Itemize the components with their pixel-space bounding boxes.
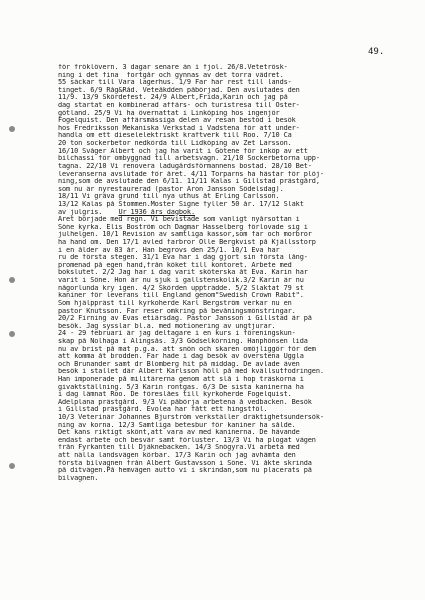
text-line: och Brunander samt dr Blomberg hit på middag. De avlade även (58, 360, 300, 368)
text-line: givaktställning. 5/3 Karin rontgas. 6/3 De sista kaninerna ha (58, 383, 304, 391)
text-line: i dag lämnat Roo. De föreslåes till kyrkoherde Fogelquist. (58, 391, 292, 399)
text-line: 55 säckar till Vara lagerhus. 1/9 Far har rest till lands- (58, 79, 292, 87)
text-line: för fröklövern. 3 dagar senare än i fjol. 26/8.Vetetrösk- (58, 64, 288, 71)
text-line: ning av korna. 12/3 Samtliga betesbur för kaniner ha sålde. (58, 421, 296, 429)
text-line: besök. Jag sysslar bl.a. med motionering av ungtjurar. (58, 322, 276, 330)
text-line: tinget. 6/9 Råg&Råd. Veteåkdden påbörjad. Den avslutades den (58, 86, 300, 94)
text-line: hos Fredriksson Mekaniska Verkstad i Vadstena för att under- (58, 124, 300, 132)
text-line: Ädelplana prästgård. 9/3 Vi påbörja arbetena å vedbacken. Besök (58, 398, 312, 406)
text-line: ha hand om. Den 17/1 avled farbror Olle Bergkvist på Kjällsstorp (58, 239, 316, 247)
text-line: som nu är nyrestaurerad (pastor Aron Jansson Södelsdag). (58, 185, 284, 193)
text-line: julhelgen. 10/1 Revision av samtliga kassor,som far och morbror (58, 231, 312, 239)
text-line: 11/9. 13/9 Skördefest. 24/9 Albert,Frida,Karin och jag på (58, 94, 288, 102)
typewritten-text (58, 64, 424, 483)
text-line: Det kans riktigt skönt,att vara av med kaninerna. De hävande (58, 429, 300, 437)
text-line: 13/12 Kalas på Stommen.Moster Signe fyller 50 år. 17/12 Slakt (58, 200, 304, 208)
text-line: 18/11 Vi gräva grund till nya uthus åt Erling Carlsson. (58, 193, 280, 201)
text-line: bilvagnen. (58, 474, 99, 482)
text-line: att komma åt brodden. Far hade i dag besök av överstena Uggla (58, 353, 304, 361)
text-line: nu av brist på mat p.g.a. att snön och skaren omöjliggör för dem (58, 345, 316, 353)
text-line: bokslutet. 2/2 Jag har i dag varit sköterska åt Eva. Karin har (58, 269, 308, 277)
text-line: bilchassi för ombyggnad till arbetsvagn. 21/10 Sockerbetorna upp- (58, 155, 320, 163)
binder-hole-3 (9, 331, 15, 337)
text-line: Som hjälppräst till kyrkoherde Karl Bergström verkar nu en (58, 299, 292, 307)
text-line: på ditvägen.På hemvägen autto vi i skrindan,som nu placerats på (58, 467, 312, 475)
text-line: leveranserna avslutade för året. 4/11 Torparns ha hästar för plöj- (58, 170, 324, 178)
text-line: i Gillstad prästgård. Evolea har fått ett hingstföl. (58, 406, 268, 414)
text-line: Han imponerade på militärerna genom att slå i hop träskorna i (58, 375, 304, 383)
text-line: ru de första stegen. 31/1 Eva har i dag gjort sin första lång- (58, 254, 308, 262)
binder-hole-2 (9, 277, 15, 283)
text-line: endast arbete och besvär samt förluster. 13/3 Vi ha plogat vägen (58, 436, 316, 444)
text-line: Året började med regn. Vi bevistade som vanligt nyårsottan i (58, 216, 300, 224)
text-line: ning i det fina fortgår och gynnas av det torra vädret. (58, 71, 284, 79)
page-number: 49. (368, 47, 385, 57)
text-line: dag startat en kombinerad affärs- och turistresa till Öster- (58, 102, 300, 110)
text-line: götland. 25/9 Vi ha övernattat i Linköping hos ingenjör (58, 109, 280, 117)
text-line: varit i Söne. Hon är nu sjuk i gallstenskolik.3/2 Karin är nu (58, 277, 304, 285)
text-line: i en ålder av 83 år. Han begrovs den 25/1. 10/1 Eva har (58, 246, 280, 254)
text-line: ning,som de avslutade den 6/11. 11/11 Kalas i Gillstad prästgård, (58, 178, 320, 186)
text-line: 10/3 Veterinär Johannes Bjurström verkställer dräktighetsundersök- (58, 414, 324, 422)
text-line: pastor Knutsson. Far reser omkring på bevåningsmönstringar. (58, 307, 296, 315)
text-line: 24 - 29 februari är jag deltagare i en kurs i föreningskun- (58, 330, 296, 338)
text-line: första bilvagnen från Albert Gustavsson i Söne. Vi åkte skrinda (58, 459, 312, 467)
text-line: Fogelquist. Den affärsmässiga delen av resan bestod i besök (58, 117, 296, 125)
text-line: 20/2 Firning av Evas etiärsdag. Pastor Jansson i Gillstad är på (58, 315, 312, 323)
text-line: kaniner för leverans till England genom"Swedish Crown Rabit". (58, 292, 304, 300)
text-line: Söne kyrka. Elis Boström och Dagmar Hasselberg förlovade sig i (58, 223, 308, 231)
text-line: besök i stallet där Albert Karlsson höll på med kvällsutfodringen. (58, 368, 324, 376)
text-line: 20 ton sockerbetor nedkörda till Lidköping av Zet Larsson. (58, 140, 292, 148)
text-line: 16/10 Svåger Albert och jag ha varit i Götene för inköp av ett (58, 147, 308, 155)
text-line: handla om ett dieselelektriskt kraftverk till Roo. 7/10 Ca (58, 132, 292, 140)
text-line: tagna. 22/10 Vi renovera ladugårdsförmannens bostad. 28/10 Bet- (58, 162, 312, 170)
text-line: någorlunda kry igen. 4/2 Skörden uppträdde. 5/2 Slaktat 79 st (58, 284, 304, 292)
text-line: från Fyrkanten till Djäknebacken. 14/3 Snögyra.Vi arbeta med (58, 444, 300, 452)
diary-heading-line: av julgris. Ur 1936 års dagbok. (58, 208, 195, 216)
binder-hole-1 (9, 126, 15, 132)
text-line: skap på Nolhaga i Alingsås. 3/3 Gödselkörning. Hanphönsen lida (58, 337, 308, 345)
binder-hole-4 (9, 463, 15, 469)
text-line: promenad på egen hand,från köket till kontoret. Arbete med (58, 261, 292, 269)
diary-heading: Ur 1936 års dagbok. (118, 208, 195, 216)
text-line: att nälla landsvägen körbar. 17/3 Karin och jag avhämta den (58, 452, 296, 460)
